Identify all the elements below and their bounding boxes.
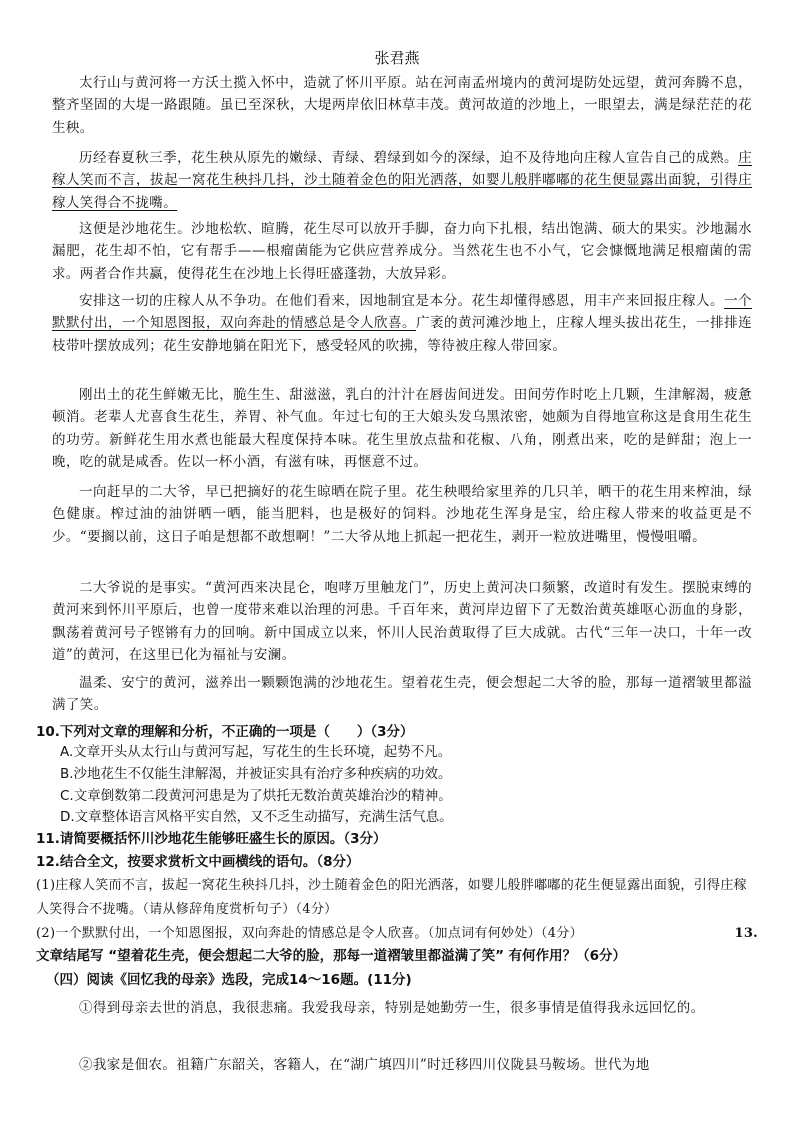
- question-13-number: 13.: [734, 926, 758, 941]
- question-12-part-2-text: (2)一个默默付出，一个知恩图报，双向奔赴的情感总是令人欣喜。（加点词有何妙处）（4分）: [36, 926, 583, 941]
- underlined-sentence-2: 一个默默付出，一个知恩图报，双向奔赴的情感总是令人欣喜。: [52, 293, 752, 332]
- question-10-option-d: D.文章整体语言风格平实自然，又不乏生动描写，充满生活气息。: [60, 809, 453, 825]
- question-11: 11.请简要概括怀川沙地花生能够旺盛生长的原因。（3分）: [36, 831, 387, 847]
- underlined-sentence-1: 庄稼人笑而不言，拔起一窝花生秧抖几抖，沙土随着金色的阳光洒落，如婴儿般胖嘟嘟的花生便显露出面貌，引得庄稼人笑得合不拢嘴。: [52, 150, 752, 211]
- question-12-part-1: (1)庄稼人笑而不言，拔起一窝花生秧抖几抖，沙土随着金色的阳光洒落，如婴儿般胖嘟嘟的花生便显露出面貌，引得庄稼人笑得合不拢嘴。（请从修辞角度赏析句子）（4分）: [36, 878, 747, 917]
- article-paragraph-6: 一向赶早的二大爷，早已把摘好的花生晾晒在院子里。花生秧喂给家里养的几只羊，晒干的花生用来榨油，绿色健康。榨过油的油饼晒一晒，能当肥料，也是极好的饲料。沙地花生浑身是宝，给庄稼人带来的收益更是不少。“要搁以前，这日子咱是想都不敢想啊！”二大爷从地上抓起一把花生，剥开一粒放进嘴里，慢慢咀嚼。: [52, 484, 752, 545]
- question-10: 10.下列对文章的理解和分析，不正确的一项是（ ）（3分）: [36, 724, 414, 740]
- paragraph-4-text-b: 广袤的黄河滩沙地上，庄稼人埋头拔出花生，一排排连枝带叶摆放成列；花生安静地躺在阳光下，感受轻风的吹拂，等待被庄稼人带回家。: [52, 315, 752, 354]
- question-13: 文章结尾写 “望着花生壳，便会想起二大爷的脸，那每一道褶皱里都溢满了笑” 有何作用？（6分）: [36, 948, 627, 964]
- question-10-option-a: A.文章开头从太行山与黄河写起，写花生的生长环境，起势不凡。: [60, 744, 452, 760]
- article-paragraph-1: 太行山与黄河将一方沃土揽入怀中，造就了怀川平原。站在河南孟州境内的黄河堤防处远望，黄河奔腾不息，整齐坚固的大堤一路跟随。虽已至深秋，大堤两岸依旧林草丰茂。黄河故道的沙地上，一眼望去，满是绿茫茫的花生秧。: [52, 75, 752, 136]
- article-paragraph-5: 刚出土的花生鲜嫩无比，脆生生、甜滋滋，乳白的汁汁在唇齿间迸发。田间劳作时吃上几颗，生津解渴，疲惫顿消。老辈人尤喜食生花生，养胃、补气血。年过七旬的王大娘头发乌黑浓密，她颇为自得地宣称这是食用生花生的功劳。新鲜花生用水煮也能最大程度保持本味。花生里放点盐和花椒、八角，刚煮出来，吃的是鲜甜；泡上一晚，吃的就是咸香。佐以一杯小酒，有滋有味，再惬意不过。: [52, 387, 752, 470]
- paragraph-2-text: 历经春夏秋三季，花生秧从原先的嫩绿、青绿、碧绿到如今的深绿，迫不及待地向庄稼人宣告自己的成熟。: [79, 150, 739, 166]
- excerpt-paragraph-2: ②我家是佃农。祖籍广东韶关，客籍人，在“湖广填四川”时迁移四川仪陇县马鞍场。世代为地: [79, 1057, 650, 1073]
- article-paragraph-3: 这便是沙地花生。沙地松软、暄腾，花生尽可以放开手脚，奋力向下扎根，结出饱满、硕大的果实。沙地漏水漏肥，花生却不怕，它有帮手——根瘤菌能为它供应营养成分。当然花生也不小气，它会慷慨地满足根瘤菌的需求。两者合作共赢，使得花生在沙地上长得旺盛蓬勃，大放异彩。: [52, 221, 752, 282]
- paragraph-4-text-a: 安排这一切的庄稼人从不争功。在他们看来，因地制宜是本分。花生却懂得感恩，用丰产来回报庄稼人。: [79, 293, 725, 309]
- article-paragraph-8: 温柔、安宁的黄河，滋养出一颗颗饱满的沙地花生。望着花生壳，便会想起二大爷的脸，那每一道褶皱里都溢满了笑。: [52, 675, 752, 714]
- article-paragraph-4: [52, 290, 752, 357]
- question-10-option-c: C.文章倒数第二段黄河河患是为了烘托无数治黄英雄治沙的精神。: [60, 788, 452, 804]
- author-name: 张君燕: [374, 49, 420, 67]
- question-10-option-b: B.沙地花生不仅能生津解渴，并被证实具有治疗多种疾病的功效。: [60, 766, 452, 782]
- question-12-part-2: [36, 922, 758, 946]
- article-paragraph-2: [52, 147, 752, 214]
- article-paragraph-7: 二大爷说的是事实。“黄河西来决昆仑，咆哮万里触龙门”，历史上黄河决口频繁，改道时有发生。摆脱束缚的黄河来到怀川平原后，也曾一度带来难以治理的河患。千百年来，黄河岸边留下了无数治黄英雄呕心沥血的身影，飘荡着黄河号子铿锵有力的回响。新中国成立以来，怀川人民治黄取得了巨大成就。古代“三年一决口，十年一改道”的黄河，在这里已化为福祉与安澜。: [52, 580, 752, 663]
- excerpt-paragraph-1: ①得到母亲去世的消息，我很悲痛。我爱我母亲，特别是她勤劳一生，很多事情是值得我永远回忆的。: [79, 1000, 705, 1016]
- question-12: 12.结合全文，按要求赏析文中画横线的语句。（8分）: [36, 854, 360, 870]
- section-4-heading: （四）阅读《回忆我的母亲》选段，完成14～16题。(11分): [46, 972, 412, 988]
